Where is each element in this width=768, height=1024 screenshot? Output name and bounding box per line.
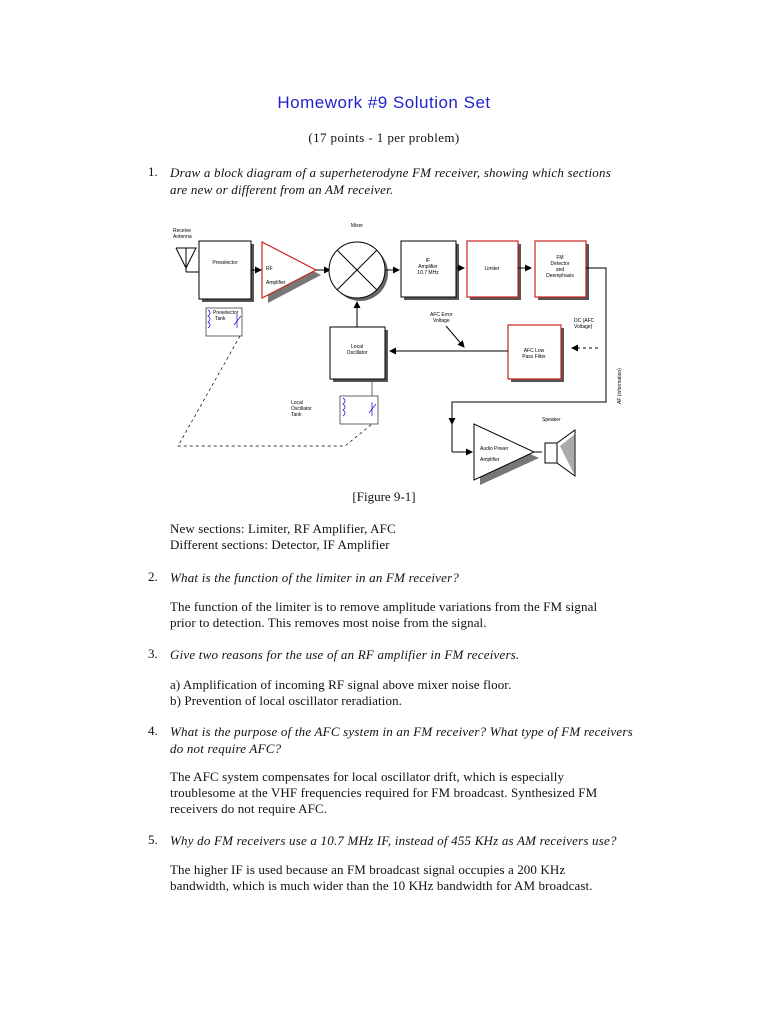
dc-afc-label: Voltage)	[574, 324, 593, 330]
dc-afc-label: DC (AFC	[574, 318, 595, 324]
lo-tank-label: Local	[291, 400, 303, 406]
question-text: What is the purpose of the AFC system in an FM receiver? What type of FM receivers do not require AFC?	[170, 724, 633, 756]
question-number: 4.	[148, 723, 158, 738]
if-amp-label: 10.7 MHz	[417, 270, 439, 276]
rf-amp-label: Amplifier	[266, 280, 286, 286]
afc-lpf-label: AFC Low	[523, 348, 545, 354]
fm-detector-label: FM	[556, 255, 564, 261]
answer-text: The AFC system compensates for local oscillator drift, which is especially troublesome at the VHF frequencies required for FM broadcast. Synthesized FM receivers do not require AFC.	[170, 769, 598, 816]
lo-tank-icon	[340, 382, 378, 424]
question-number: 3.	[148, 646, 158, 661]
local-osc-label: Local	[351, 344, 363, 350]
speaker-icon	[545, 430, 575, 476]
preselector-label: Preselector	[212, 260, 238, 266]
fm-detector-label: Detector	[550, 261, 570, 267]
lo-tank-label: Oscillator	[291, 406, 312, 412]
local-osc-label: Oscillator	[346, 350, 368, 356]
audio-amp-label: Audio Power	[480, 446, 509, 452]
question-text: What is the function of the limiter in an FM receiver?	[170, 570, 460, 585]
question-text: Draw a block diagram of a superheterodyne FM receiver, showing which sections are new or different from an AM receiver.	[170, 165, 611, 197]
question-text: Why do FM receivers use a 10.7 MHz IF, instead of 455 KHz as AM receivers use?	[170, 833, 617, 848]
preselector-block	[199, 241, 251, 299]
afc-lpf-label: Pass Filter	[522, 354, 546, 360]
figure-caption: [Figure 9-1]	[352, 489, 416, 504]
receive-antenna-label: Antenna	[173, 234, 192, 240]
question-number: 2.	[148, 569, 158, 584]
page-title: Homework #9 Solution Set	[277, 93, 491, 112]
page-subtitle: (17 points - 1 per problem)	[308, 130, 460, 145]
if-amp-label: IF	[425, 258, 431, 264]
fm-detector-label: and	[555, 267, 565, 273]
afc-error-label: Voltage	[433, 318, 450, 324]
rf-amp-label: RF	[266, 266, 273, 272]
audio-amp-label: Amplifier	[480, 457, 500, 463]
mixer-label: Mixer	[350, 223, 364, 229]
antenna-icon	[176, 248, 196, 272]
receive-antenna-label: Receive	[173, 228, 192, 234]
answer-text: The function of the limiter is to remove amplitude variations from the FM signal prior to detection. This removes most noise from the signal.	[170, 599, 598, 630]
fm-receiver-block-diagram	[0, 0, 768, 500]
question-text: Give two reasons for the use of an RF amplifier in FM receivers.	[170, 647, 520, 662]
answer-text: The higher IF is used because an FM broadcast signal occupies a 200 KHz bandwidth, which is much wider than the 10 KHz bandwidth for AM broadcast.	[170, 862, 593, 893]
fm-detector-label: Deemphasis	[546, 273, 574, 279]
question-number: 1.	[148, 164, 158, 179]
lo-tank-label: Tank	[291, 412, 302, 418]
preselector-tank-label: Tank	[215, 316, 226, 322]
question-number: 5.	[148, 832, 158, 847]
if-amp-label: Amplifier	[418, 264, 438, 270]
limiter-label: Limiter	[484, 266, 500, 272]
answer-text: a) Amplification of incoming RF signal above mixer noise floor. b) Prevention of local oscillator reradiation.	[170, 677, 512, 708]
af-information-label: AF (information)	[617, 368, 623, 404]
speaker-label: Speaker	[542, 417, 561, 423]
preselector-tank-label: Preselector	[213, 310, 239, 316]
answer-text: New sections: Limiter, RF Amplifier, AFC Different sections: Detector, IF Amplifier	[170, 521, 396, 552]
afc-error-label: AFC Error	[430, 312, 453, 318]
